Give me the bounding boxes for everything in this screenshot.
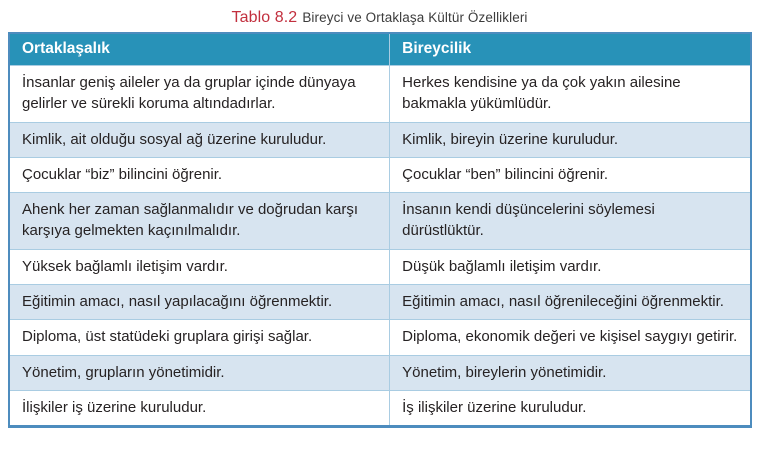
table-cell: Kimlik, bireyin üzerine kuruludur. xyxy=(390,122,751,157)
header-row xyxy=(9,33,751,66)
table-row xyxy=(9,320,751,355)
table-cell: Ahenk her zaman sağlanmalıdır ve doğrudan karşı karşıya gelmekten kaçınılmalıdır. xyxy=(9,193,390,250)
table-caption xyxy=(0,0,759,32)
table-cell: İlişkiler iş üzerine kuruludur. xyxy=(9,390,390,426)
table-cell: Yönetim, grupların yönetimidir. xyxy=(9,355,390,390)
table-cell: Kimlik, ait olduğu sosyal ağ üzerine kuruludur. xyxy=(9,122,390,157)
table-row xyxy=(9,66,751,123)
table-caption-number: Tablo 8.2 xyxy=(231,9,298,26)
culture-comparison-table xyxy=(8,32,752,428)
table-cell: Diploma, üst statüdeki gruplara girişi sağlar. xyxy=(9,320,390,355)
table-row xyxy=(9,157,751,192)
table-cell: Eğitimin amacı, nasıl öğrenileceğini öğrenmektir. xyxy=(390,285,751,320)
table-row xyxy=(9,193,751,250)
table-row xyxy=(9,390,751,426)
table-cell: İş ilişkiler üzerine kuruludur. xyxy=(390,390,751,426)
table-caption-title: Bireyci ve Ortaklaşa Kültür Özellikleri xyxy=(302,10,528,25)
table-cell: Düşük bağlamlı iletişim vardır. xyxy=(390,249,751,284)
table-cell: İnsanın kendi düşüncelerini söylemesi dürüstlüktür. xyxy=(390,193,751,250)
table-cell: İnsanlar geniş aileler ya da gruplar içinde dünyaya gelirler ve sürekli koruma altındadırlar. xyxy=(9,66,390,123)
table-cell: Diploma, ekonomik değeri ve kişisel saygıyı getirir. xyxy=(390,320,751,355)
table-cell: Herkes kendisine ya da çok yakın ailesine bakmakla yükümlüdür. xyxy=(390,66,751,123)
table-cell: Yönetim, bireylerin yönetimidir. xyxy=(390,355,751,390)
table-cell: Çocuklar “biz” bilincini öğrenir. xyxy=(9,157,390,192)
table-cell: Çocuklar “ben” bilincini öğrenir. xyxy=(390,157,751,192)
table-row xyxy=(9,355,751,390)
table-cell: Eğitimin amacı, nasıl yapılacağını öğrenmektir. xyxy=(9,285,390,320)
table-cell: Yüksek bağlamlı iletişim vardır. xyxy=(9,249,390,284)
table-row xyxy=(9,249,751,284)
column-header-bireycilik: Bireycilik xyxy=(390,33,751,66)
column-header-ortaklasalik: Ortaklaşalık xyxy=(9,33,390,66)
table-row xyxy=(9,285,751,320)
table-row xyxy=(9,122,751,157)
